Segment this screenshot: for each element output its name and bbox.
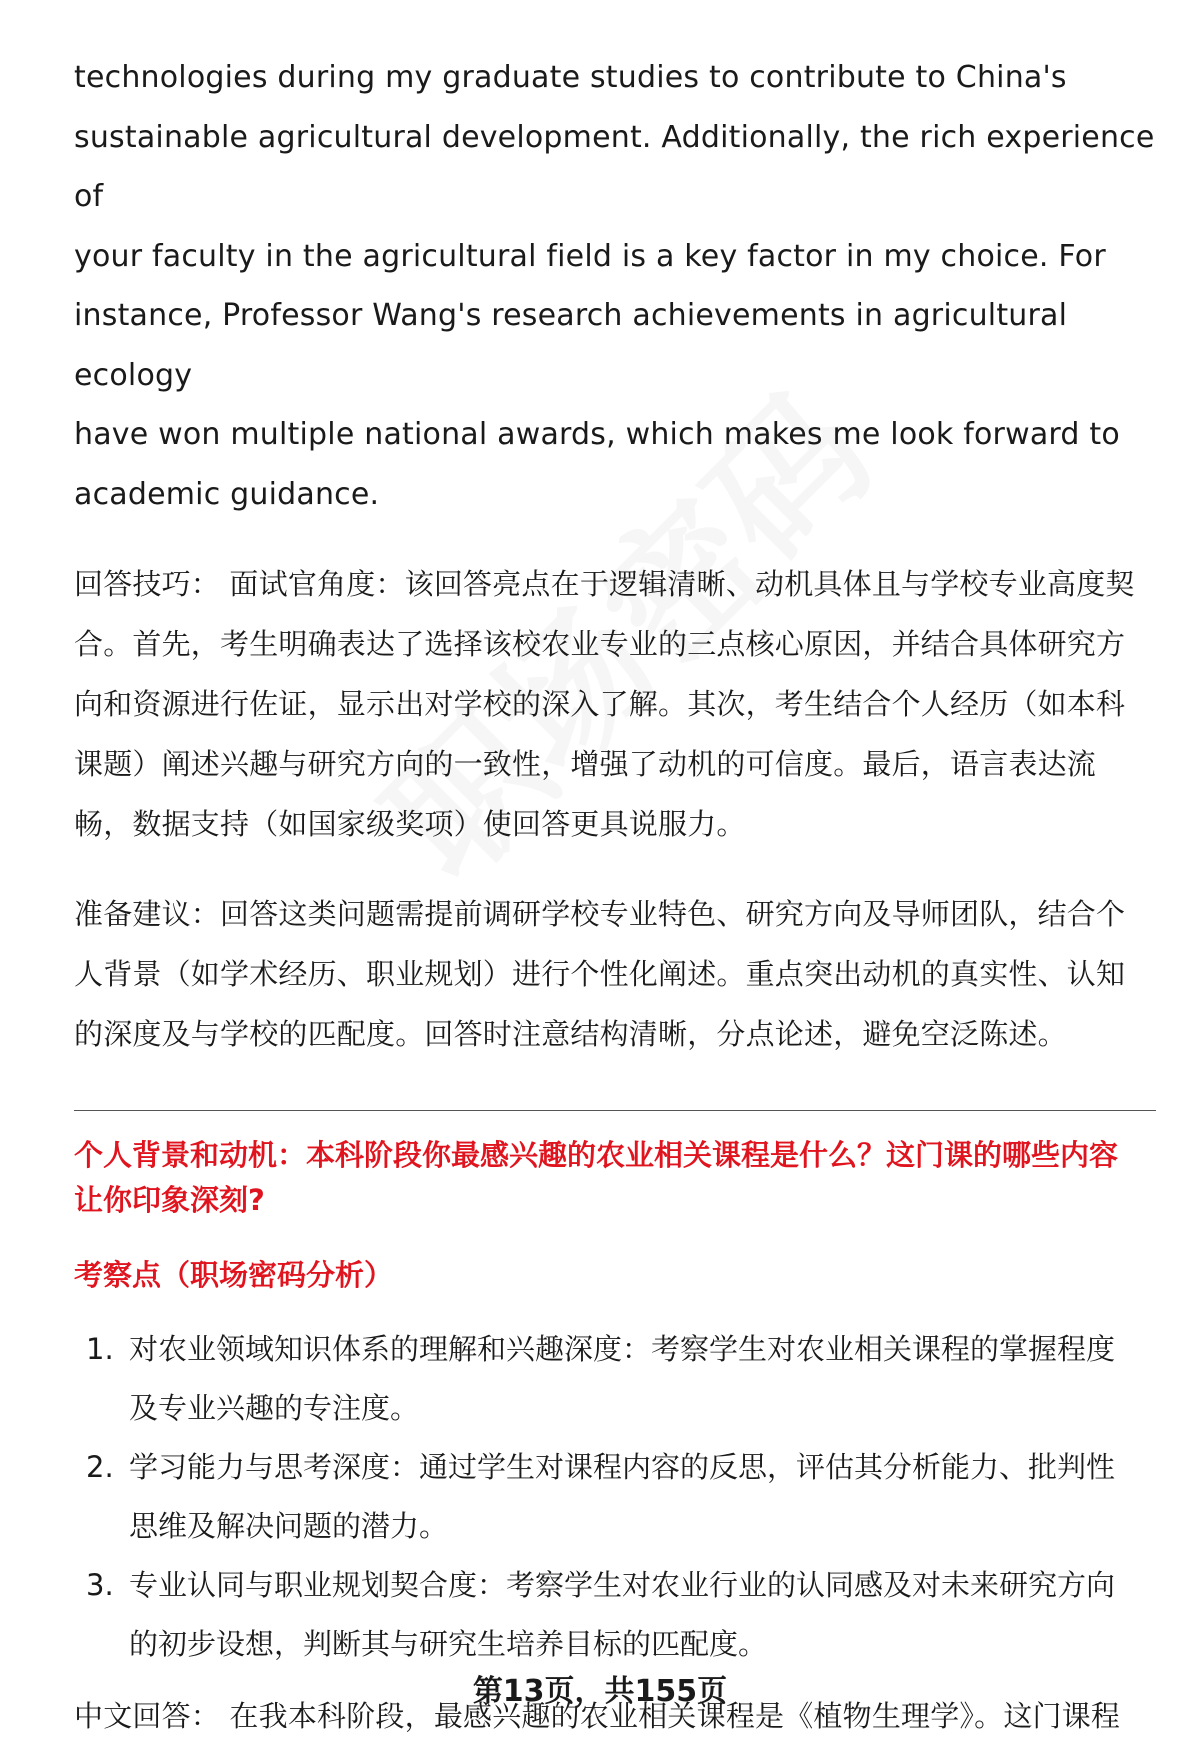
text-line: 及专业兴趣的专注度。 <box>129 1391 420 1425</box>
text-line: have won multiple national awards, which makes me look forward to <box>74 417 1120 452</box>
text-line: sustainable agricultural development. Additionally, the rich experience of <box>74 119 1155 214</box>
list-item <box>74 1556 1156 1674</box>
text-line: technologies during my graduate studies to contribute to China's <box>74 60 1067 95</box>
text-line: 向和资源进行佐证，显示出对学校的深入了解。其次，考生结合个人经历（如本科 <box>74 687 1126 721</box>
text-line: 专业认同与职业规划契合度：考察学生对农业行业的认同感及对未来研究方向 <box>129 1568 1116 1602</box>
document-page <box>74 48 1156 1746</box>
list-item <box>74 1320 1156 1438</box>
text-line: 准备建议：回答这类问题需提前调研学校专业特色、研究方向及导师团队，结合个 <box>74 897 1126 931</box>
text-line: 人背景（如学术经历、职业规划）进行个性化阐述。重点突出动机的真实性、认知 <box>74 957 1126 991</box>
list-item <box>74 1438 1156 1556</box>
text-line: 学习能力与思考深度：通过学生对课程内容的反思，评估其分析能力、批判性 <box>129 1450 1116 1484</box>
text-line: 思维及解决问题的潜力。 <box>129 1509 449 1543</box>
text-line: 的深度及与学校的匹配度。回答时注意结构清晰，分点论述，避免空泛陈述。 <box>74 1017 1067 1051</box>
text-line: 畅，数据支持（如国家级奖项）使回答更具说服力。 <box>74 807 746 841</box>
text-line: 回答技巧： 面试官角度：该回答亮点在于逻辑清晰、动机具体且与学校专业高度契 <box>74 567 1135 601</box>
text-line: 让你印象深刻? <box>74 1183 265 1217</box>
text-line: academic guidance. <box>74 476 380 512</box>
focus-list <box>74 1320 1156 1674</box>
question-heading <box>74 1133 1156 1223</box>
focus-heading: 考察点（职场密码分析） <box>74 1258 394 1292</box>
text-line: your faculty in the agricultural field is a key factor in my choice. For <box>74 238 1106 274</box>
page-number: 第13页，共155页 <box>472 1674 728 1709</box>
text-line: 个人背景和动机：本科阶段你最感兴趣的农业相关课程是什么？这门课的哪些内容 <box>74 1138 1119 1172</box>
text-line: 合。首先，考生明确表达了选择该校农业专业的三点核心原因，并结合具体研究方 <box>74 627 1126 661</box>
list-number: 1. <box>86 1332 114 1366</box>
list-number: 3. <box>86 1568 114 1602</box>
tips-paragraph <box>74 554 1156 854</box>
text-line: 的初步设想，判断其与研究生培养目标的匹配度。 <box>129 1627 768 1661</box>
text-line: 对农业领域知识体系的理解和兴趣深度：考察学生对农业相关课程的掌握程度 <box>129 1332 1116 1366</box>
text-line: instance, Professor Wang's research achievements in agricultural ecology <box>74 298 1068 393</box>
text-line: 课题）阐述兴趣与研究方向的一致性，增强了动机的可信度。最后，语言表达流 <box>74 747 1097 781</box>
english-paragraph <box>74 48 1156 524</box>
chinese-answer-line: 中文回答： 在我本科阶段，最感兴趣的农业相关课程是《植物生理学》。这门课程 <box>74 1699 1121 1733</box>
advice-paragraph <box>74 884 1156 1064</box>
list-number: 2. <box>86 1450 114 1484</box>
